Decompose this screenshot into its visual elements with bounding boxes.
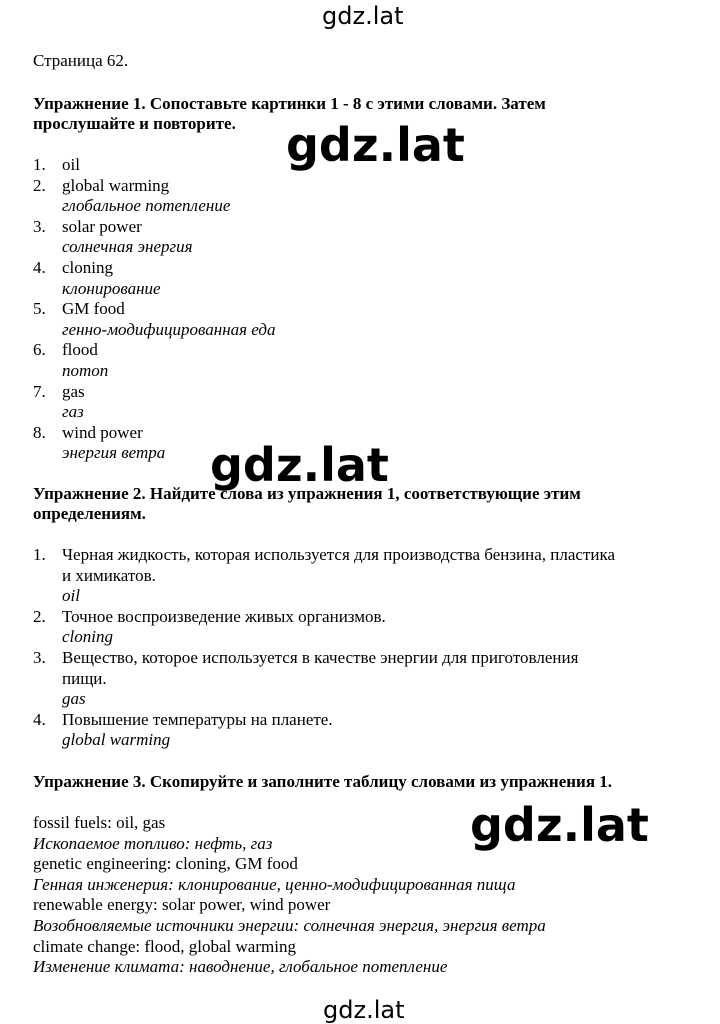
category-translation: Возобновляемые источники энергии: солнечная энергия, энергия ветра [33, 916, 546, 935]
vocab-translation: генно-модифицированная еда [62, 319, 276, 339]
list-item-number: 5. [33, 299, 46, 319]
list-item-number: 1. [33, 155, 46, 174]
exercise-1-title-line-1: Упражнение 1. Сопоставьте картинки 1 - 8 с этими словами. Затем [33, 94, 546, 113]
watermark-large-3: gdz.lat [470, 798, 649, 852]
exercise-2-title-line-2: определениям. [33, 504, 146, 523]
category-translation: Генная инженерия: клонирование, ценно-модифицированная пища [33, 874, 516, 894]
list-item-number: 4. [33, 258, 46, 277]
vocab-word: flood [62, 340, 98, 360]
vocab-translation: глобальное потепление [62, 196, 231, 216]
list-item-number: 7. [33, 381, 46, 401]
definition-text: Черная жидкость, которая используется для производства бензина, пластика [62, 545, 616, 564]
exercise-2-title-line-1: Упражнение 2. Найдите слова из упражнения 1, соответствующие этим [33, 484, 581, 503]
watermark-top: gdz.lat [322, 2, 404, 30]
watermark-bottom: gdz.lat [323, 996, 405, 1024]
vocab-word: gas [62, 381, 85, 401]
list-item-number: 3. [33, 648, 46, 667]
definition-answer: cloning [62, 627, 113, 647]
page-label: Страница 62. [33, 51, 129, 70]
watermark-large-1: gdz.lat [286, 118, 465, 172]
vocab-translation: солнечная энергия [62, 237, 193, 257]
definition-answer: global warming [62, 730, 171, 750]
vocab-translation: потоп [62, 361, 109, 380]
category-translation: Ископаемое топливо: нефть, газ [33, 833, 273, 853]
vocab-word: solar power [62, 216, 142, 236]
vocab-translation: газ [62, 402, 84, 422]
vocab-word: oil [62, 155, 80, 174]
definition-text: Вещество, которое используется в качестве энергии для приготовления [62, 648, 579, 667]
list-item-number: 6. [33, 340, 46, 360]
list-item-number: 2. [33, 606, 46, 626]
vocab-translation: клонирование [62, 278, 161, 298]
list-item-number: 2. [33, 175, 46, 195]
category-line: fossil fuels: oil, gas [33, 813, 166, 832]
vocab-word: global warming [62, 175, 170, 195]
list-item-number: 1. [33, 545, 46, 564]
watermark-large-2: gdz.lat [210, 438, 389, 492]
vocab-word: GM food [62, 299, 125, 319]
category-line: genetic engineering: cloning, GM food [33, 854, 298, 874]
definition-text: Повышение температуры на планете. [62, 709, 333, 729]
definition-answer: oil [62, 586, 80, 606]
list-item-number: 3. [33, 216, 46, 236]
vocab-word: cloning [62, 258, 113, 277]
category-line: renewable energy: solar power, wind power [33, 895, 331, 915]
vocab-translation: энергия ветра [62, 443, 166, 463]
definition-text-continued: пищи. [62, 668, 107, 688]
definition-text: Точное воспроизведение живых организмов. [62, 606, 386, 626]
definition-text-continued: и химикатов. [62, 565, 156, 585]
definition-answer: gas [62, 689, 86, 709]
list-item-number: 8. [33, 422, 46, 442]
exercise-3-title: Упражнение 3. Скопируйте и заполните таблицу словами из упражнения 1. [33, 772, 613, 791]
exercise-1-title-line-2: прослушайте и повторите. [33, 114, 236, 133]
vocab-word: wind power [62, 422, 143, 442]
category-line: climate change: flood, global warming [33, 936, 296, 956]
list-item-number: 4. [33, 709, 46, 729]
category-translation: Изменение климата: наводнение, глобальное потепление [33, 957, 448, 977]
